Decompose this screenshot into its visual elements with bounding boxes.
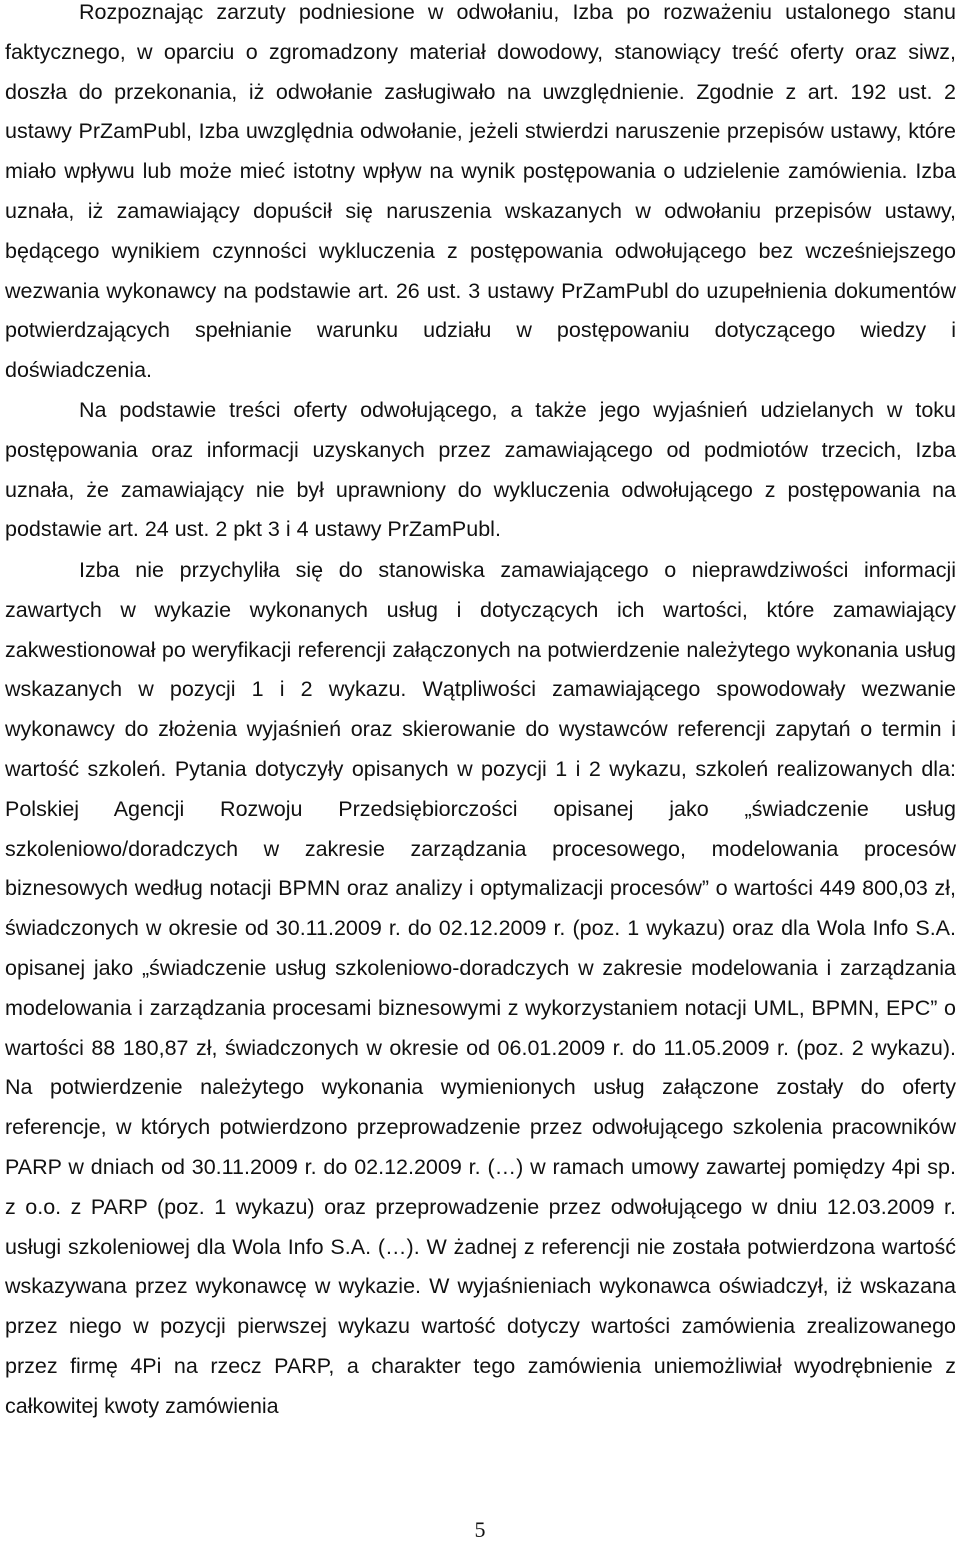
paragraph-3: Izba nie przychyliła się do stanowiska zamawiającego o nieprawdziwości informacji zawartych w wykazie wykonanych usług i dotyczących ich wartości, które zamawiający zakwestionował po weryfikacji referencji załączonych na potwierdzenie należytego wykonania usług wskazanych w pozycji 1 i 2 wykazu. Wątpliwości zamawiającego spowodowały wezwanie wykonawcy do złożenia wyjaśnień oraz skierowanie do wystawców referencji zapytań o termin i wartość szkoleń. Pytania dotyczyły opisanych w pozycji 1 i 2 wykazu, szkoleń realizowanych dla: Polskiej Agencji Rozwoju Przedsiębiorczości opisanej jako „świadczenie usług szkoleniowo/doradczych w zakresie zarządzania procesowego, modelowania procesów biznesowych według notacji BPMN oraz analizy i optymalizacji procesów” o wartości 449 800,03 zł, świadczonych w okresie od 30.11.2009 r. do 02.12.2009 r. (poz. 1 wykazu) oraz dla Wola Info S.A. opisanej jako „świadczenie usług szkoleniowo-doradczych w zakresie modelowania i zarządzania modelowania i zarządzania procesami biznesowymi z wykorzystaniem notacji UML, BPMN, EPC” o wartości 88 180,87 zł, świadczonych w okresie od 06.01.2009 r. do 11.05.2009 r. (poz. 2 wykazu). Na potwierdzenie należytego wykonania wymienionych usług załączone zostały do oferty referencje, w których potwierdzono przeprowadzenie przez odwołującego szkolenia pracowników PARP w dniach od 30.11.2009 r. do 02.12.2009 r. (…) w ramach umowy zawartej pomiędzy 4pi sp. z o.o. z PARP (poz. 1 wykazu) oraz przeprowadzenie przez odwołującego w dniu 12.03.2009 r. usługi szkoleniowej dla Wola Info S.A. (…). W żadnej z referencji nie została potwierdzona wartość wskazywana przez wykonawcę w wykazie. W wyjaśnieniach wykonawca oświadczył, iż wskazana przez niego w pozycji pierwszej wykazu wartość dotyczy wartości zamówienia zrealizowanego przez firmę 4Pi na rzecz PARP, a charakter tego zamówienia uniemożliwiał wyodrębnienie z całkowitej kwoty zamówienia [5, 558, 956, 1418]
document-page [5, 0, 956, 1541]
paragraph-1: Rozpoznając zarzuty podniesione w odwołaniu, Izba po rozważeniu ustalonego stanu faktycznego, w oparciu o zgromadzony materiał dowodowy, stanowiący treść oferty oraz siwz, doszła do przekonania, iż odwołanie zasługiwało na uwzględnienie. Zgodnie z art. 192 ust. 2 ustawy PrZamPubl, Izba uwzględnia odwołanie, jeżeli stwierdzi naruszenie przepisów ustawy, które miało wpływu lub może mieć istotny wpływ na wynik postępowania o udzielenie zamówienia. Izba uznała, iż zamawiający dopuścił się naruszenia wskazanych w odwołaniu przepisów ustawy, będącego wynikiem czynności wykluczenia z postępowania odwołującego bez wcześniejszego wezwania wykonawcy na podstawie art. 26 ust. 3 ustawy PrZamPubl do uzupełnienia dokumentów potwierdzających spełnianie warunku udziału w postępowaniu dotyczącego wiedzy i doświadczenia. [5, 0, 956, 383]
page-number: 5 [474, 1517, 486, 1542]
paragraph-2: Na podstawie treści oferty odwołującego, a także jego wyjaśnień udzielanych w toku postępowania oraz informacji uzyskanych przez zamawiającego od podmiotów trzecich, Izba uznała, że zamawiający nie był uprawniony do wykluczenia odwołującego z postępowania na podstawie art. 24 ust. 2 pkt 3 i 4 ustawy PrZamPubl. [5, 398, 956, 542]
